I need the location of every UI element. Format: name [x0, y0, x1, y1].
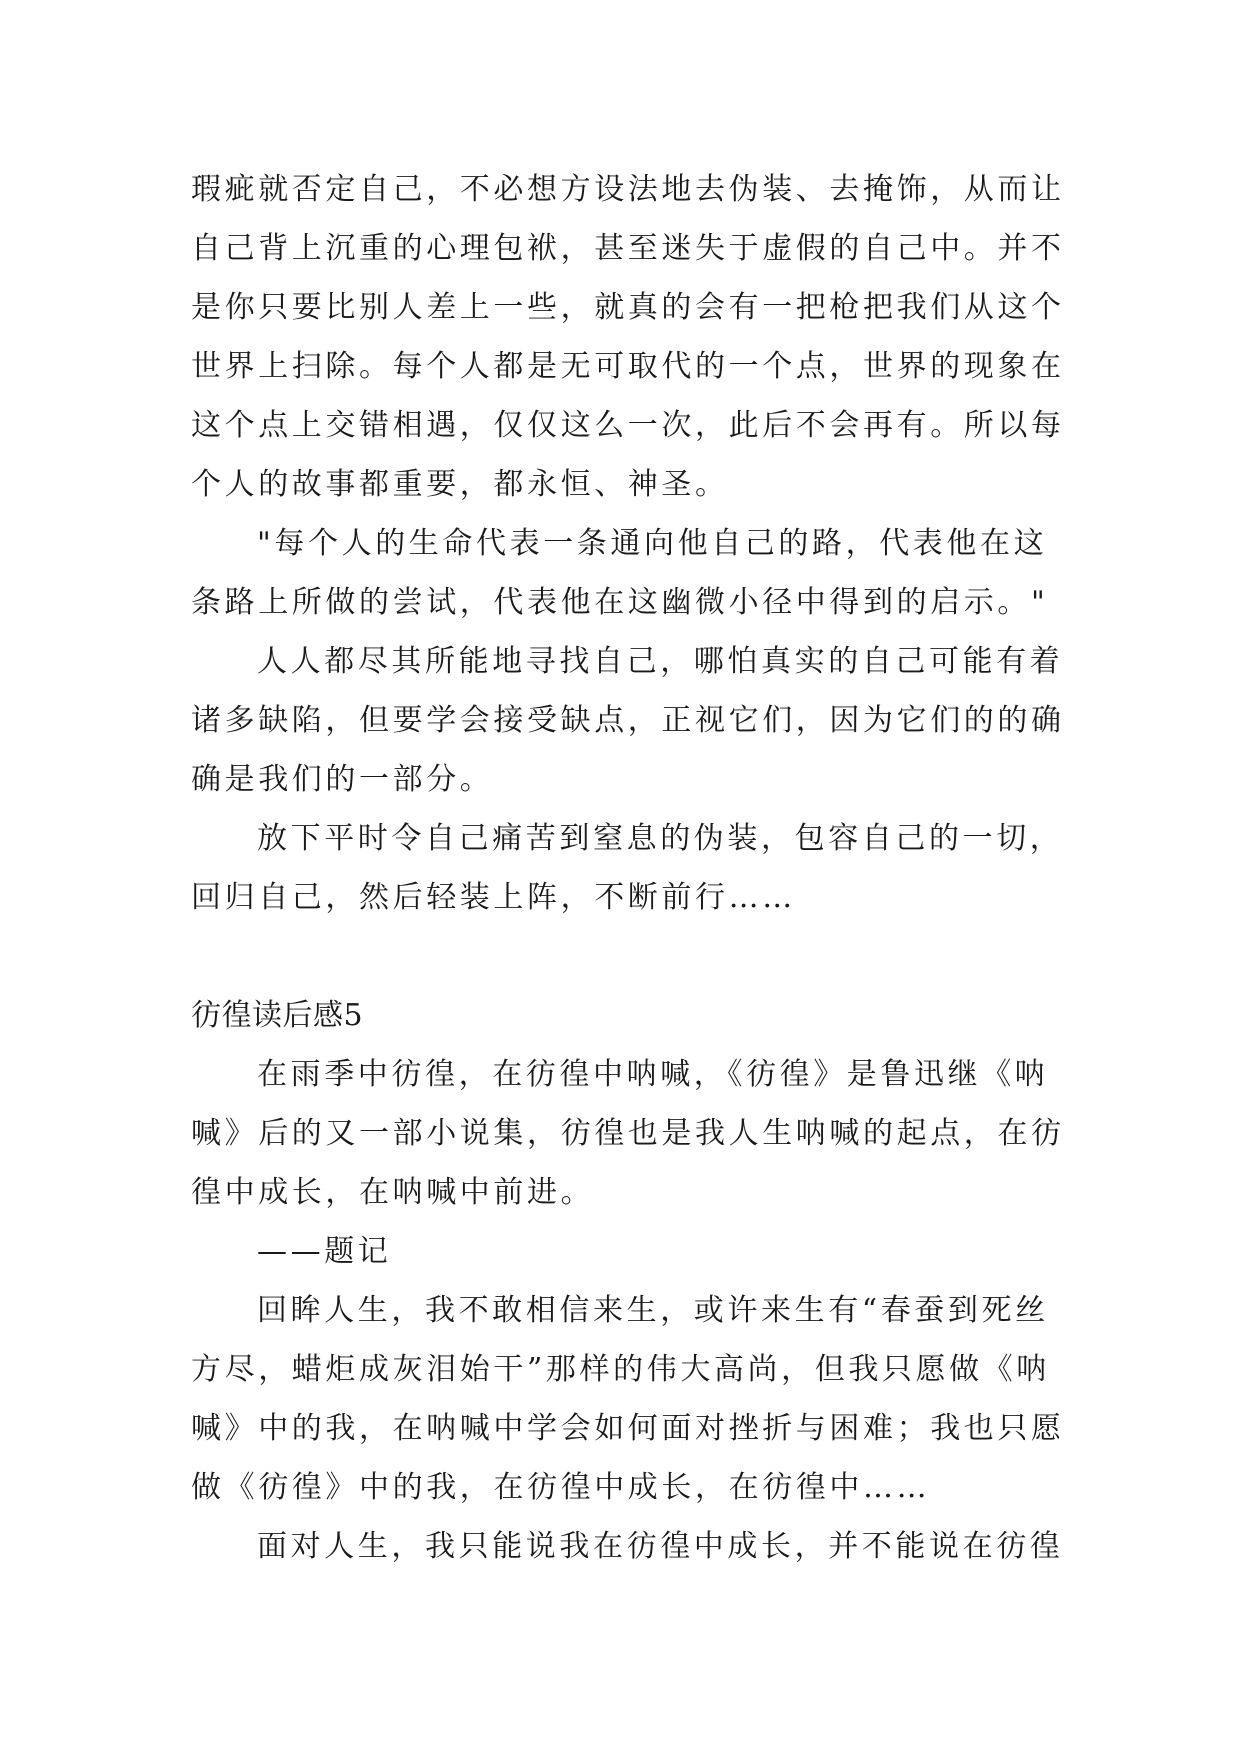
document-body	[191, 160, 1065, 1576]
paragraph-line: 人人都尽其所能地寻找自己，哪怕真实的自己可能有着	[257, 644, 1064, 679]
paragraph-line: 方尽，蜡炬成灰泪始干”那样的伟大高尚，但我只愿做《呐	[191, 1352, 1050, 1387]
paragraph-line: 面对人生，我只能说我在彷徨中成长，并不能说在彷徨	[257, 1529, 1064, 1564]
section-spacer	[191, 927, 1061, 986]
paragraph-line: 诸多缺陷，但要学会接受缺点，正视它们，因为它们的的确	[191, 703, 1065, 738]
paragraph-line: 回归自己，然后轻装上阵，不断前行……	[191, 880, 796, 915]
epigraph-attribution: ——题记	[257, 1234, 392, 1269]
paragraph-line: 喊》中的我，在呐喊中学会如何面对挫折与困难；我也只愿	[191, 1411, 1065, 1446]
paragraph-line: 是你只要比别人差上一些，就真的会有一把枪把我们从这个	[191, 290, 1065, 325]
quote-line: "每个人的生命代表一条通向他自己的路，代表他在这	[257, 526, 1048, 561]
paragraph-line: 确是我们的一部分。	[191, 762, 494, 797]
paragraph-line: 回眸人生，我不敢相信来生，或许来生有“春蚕到死丝	[257, 1293, 1049, 1328]
paragraph-line: 放下平时令自己痛苦到窒息的伪装，包容自己的一切，	[257, 821, 1064, 856]
paragraph-line: 世界上扫除。每个人都是无可取代的一个点，世界的现象在	[191, 349, 1065, 384]
paragraph-line: 在雨季中彷徨，在彷徨中呐喊，《彷徨》是鲁迅继《呐	[257, 1057, 1049, 1092]
paragraph-line: 做《彷徨》中的我，在彷徨中成长，在彷徨中……	[191, 1470, 931, 1505]
paragraph-line: 这个点上交错相遇，仅仅这么一次，此后不会再有。所以每	[191, 408, 1065, 443]
section-heading: 彷徨读后感5	[191, 998, 364, 1033]
paragraph-line: 喊》后的又一部小说集，彷徨也是我人生呐喊的起点，在彷	[191, 1116, 1065, 1151]
paragraph-line: 徨中成长，在呐喊中前进。	[191, 1175, 595, 1210]
paragraph-line: 瑕疵就否定自己，不必想方设法地去伪装、去掩饰，从而让	[191, 172, 1065, 207]
paragraph-line: 个人的故事都重要，都永恒、神圣。	[191, 467, 729, 502]
quote-line: 条路上所做的尝试，代表他在这幽微小径中得到的启示。"	[191, 585, 1049, 620]
paragraph-line: 自己背上沉重的心理包袱，甚至迷失于虚假的自己中。并不	[191, 231, 1065, 266]
